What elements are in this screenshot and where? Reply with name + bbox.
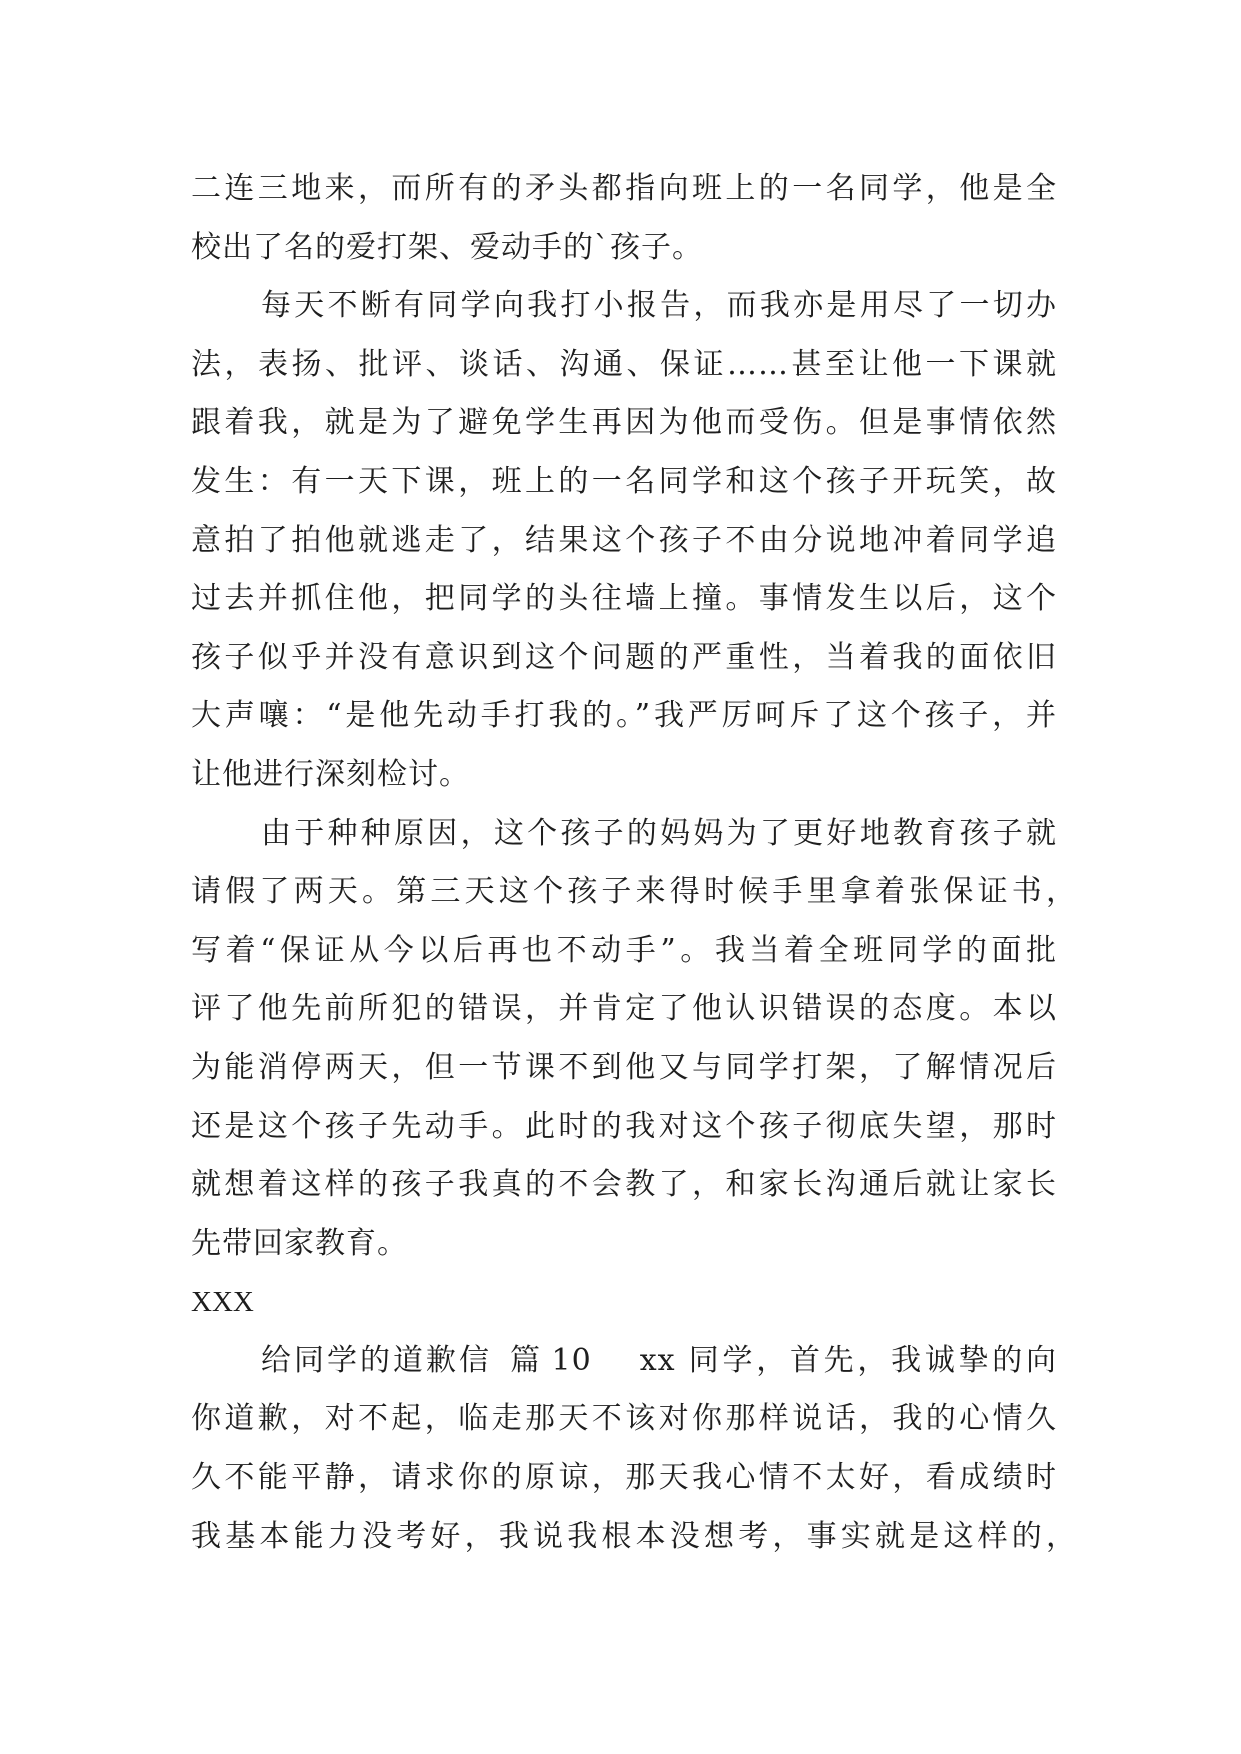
text-line: 你道歉，对不起，临走那天不该对你那样说话，我的心情久 xyxy=(191,1401,1057,1437)
paragraph xyxy=(191,277,1057,804)
section-marker: XXX xyxy=(191,1286,254,1319)
text-line: 为能消停两天，但一节课不到他又与同学打架，了解情况后 xyxy=(191,1049,1057,1085)
text-line: 孩子似乎并没有意识到这个问题的严重性，当着我的面依旧 xyxy=(191,639,1057,675)
document-body xyxy=(191,160,1077,1566)
text-line: 意拍了拍他就逃走了，结果这个孩子不由分说地冲着同学追 xyxy=(191,522,1057,558)
text-line: 法，表扬、批评、谈话、沟通、保证……甚至让他一下课就 xyxy=(191,346,1057,382)
letter-number: 篇 10 xyxy=(510,1342,592,1378)
text-line: 由于种种原因，这个孩子的妈妈为了更好地教育孩子就 xyxy=(261,815,1057,851)
text-line: 跟着我，就是为了避免学生再因为他而受伤。但是事情依然 xyxy=(191,405,1057,441)
paragraph xyxy=(191,805,1077,1274)
text-line: 校出了名的爱打架、爱动手的`孩子。 xyxy=(191,229,703,265)
text-line: 大声嚷：“是他先动手打我的。”我严厉呵斥了这个孩子，并 xyxy=(191,698,1057,734)
text-line: 二连三地来，而所有的矛头都指向班上的一名同学，他是全 xyxy=(191,171,1057,206)
text-line: 让他进行深刻检讨。 xyxy=(191,756,470,792)
text-line: 我基本能力没考好，我说我根本没想考，事实就是这样的， xyxy=(191,1518,1077,1554)
text-line: 久不能平静，请求你的原谅，那天我心情不太好，看成绩时 xyxy=(191,1460,1057,1496)
text-line: 还是这个孩子先动手。此时的我对这个孩子彻底失望，那时 xyxy=(191,1108,1057,1144)
text-line: 发生：有一天下课，班上的一名同学和这个孩子开玩笑，故 xyxy=(191,463,1057,499)
letter-heading-line xyxy=(191,1332,1057,1391)
text-line: 评了他先前所犯的错误，并肯定了他认识错误的态度。本以 xyxy=(191,991,1057,1027)
text-line: 过去并抓住他，把同学的头往墙上撞。事情发生以后，这个 xyxy=(191,581,1057,617)
letter-opening: xx 同学，首先，我诚挚的向 xyxy=(639,1342,1057,1378)
letter-paragraph xyxy=(191,1332,1077,1566)
text-line: 请假了两天。第三天这个孩子来得时候手里拿着张保证书， xyxy=(191,874,1077,910)
text-line: 写着“保证从今以后再也不动手”。我当着全班同学的面批 xyxy=(191,932,1057,968)
paragraph xyxy=(191,160,1057,277)
text-line: 先带回家教育。 xyxy=(191,1225,408,1261)
text-line: 就想着这样的孩子我真的不会教了，和家长沟通后就让家长 xyxy=(191,1167,1057,1203)
text-line: 每天不断有同学向我打小报告，而我亦是用尽了一切办 xyxy=(261,288,1057,324)
letter-title: 给同学的道歉信 xyxy=(261,1342,492,1378)
